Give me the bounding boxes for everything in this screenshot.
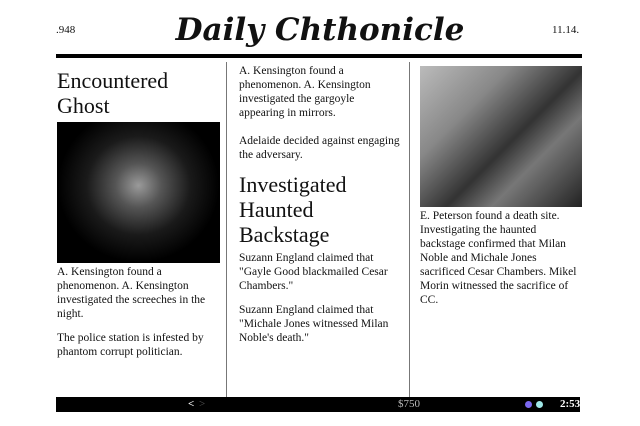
status-dot-icon (536, 401, 543, 408)
column-3 (420, 66, 582, 317)
article-paragraph: Adelaide decided against engaging the adversary. (239, 135, 400, 161)
issue-number: .948 (56, 24, 76, 36)
clock: 2:53 (560, 398, 581, 410)
article-paragraph: A. Kensington found a phenomenon. A. Kensington investigated the screeches in the night. (57, 266, 206, 320)
armchair-photo (420, 66, 582, 207)
article-paragraph: E. Peterson found a death site. Investigating the haunted backstage confirmed that Milan Noble and Michale Jones sacrificed Cesar Chambers. Mikel Morin witnessed the sacrifice of CC. (420, 210, 577, 306)
column-1 (57, 64, 222, 369)
status-bar (56, 397, 580, 412)
prev-page-button[interactable]: < (188, 398, 195, 410)
column-divider (409, 62, 410, 397)
article-paragraph: A. Kensington found a phenomenon. A. Kensington investigated the gargoyle appearing in mirrors. (239, 65, 371, 119)
masthead-rule (56, 54, 582, 58)
column-2 (239, 64, 401, 355)
article-paragraph: Suzann England claimed that "Gayle Good blackmailed Cesar Chambers." (239, 252, 388, 292)
article-paragraph: Suzann England claimed that "Michale Jones witnessed Milan Noble's death." (239, 304, 389, 344)
next-page-button[interactable]: > (199, 398, 206, 410)
newspaper-title: Daily Chthonicle (175, 12, 465, 48)
issue-date: 11.14. (552, 24, 580, 36)
headline: Investigated Haunted Backstage (239, 172, 347, 247)
article-paragraph: The police station is infested by phantom corrupt politician. (57, 332, 204, 358)
status-dot-icon (525, 401, 532, 408)
money-display: $750 (398, 398, 420, 410)
ghost-photo (57, 122, 220, 263)
headline: Encountered Ghost (57, 68, 169, 118)
column-divider (226, 62, 227, 397)
